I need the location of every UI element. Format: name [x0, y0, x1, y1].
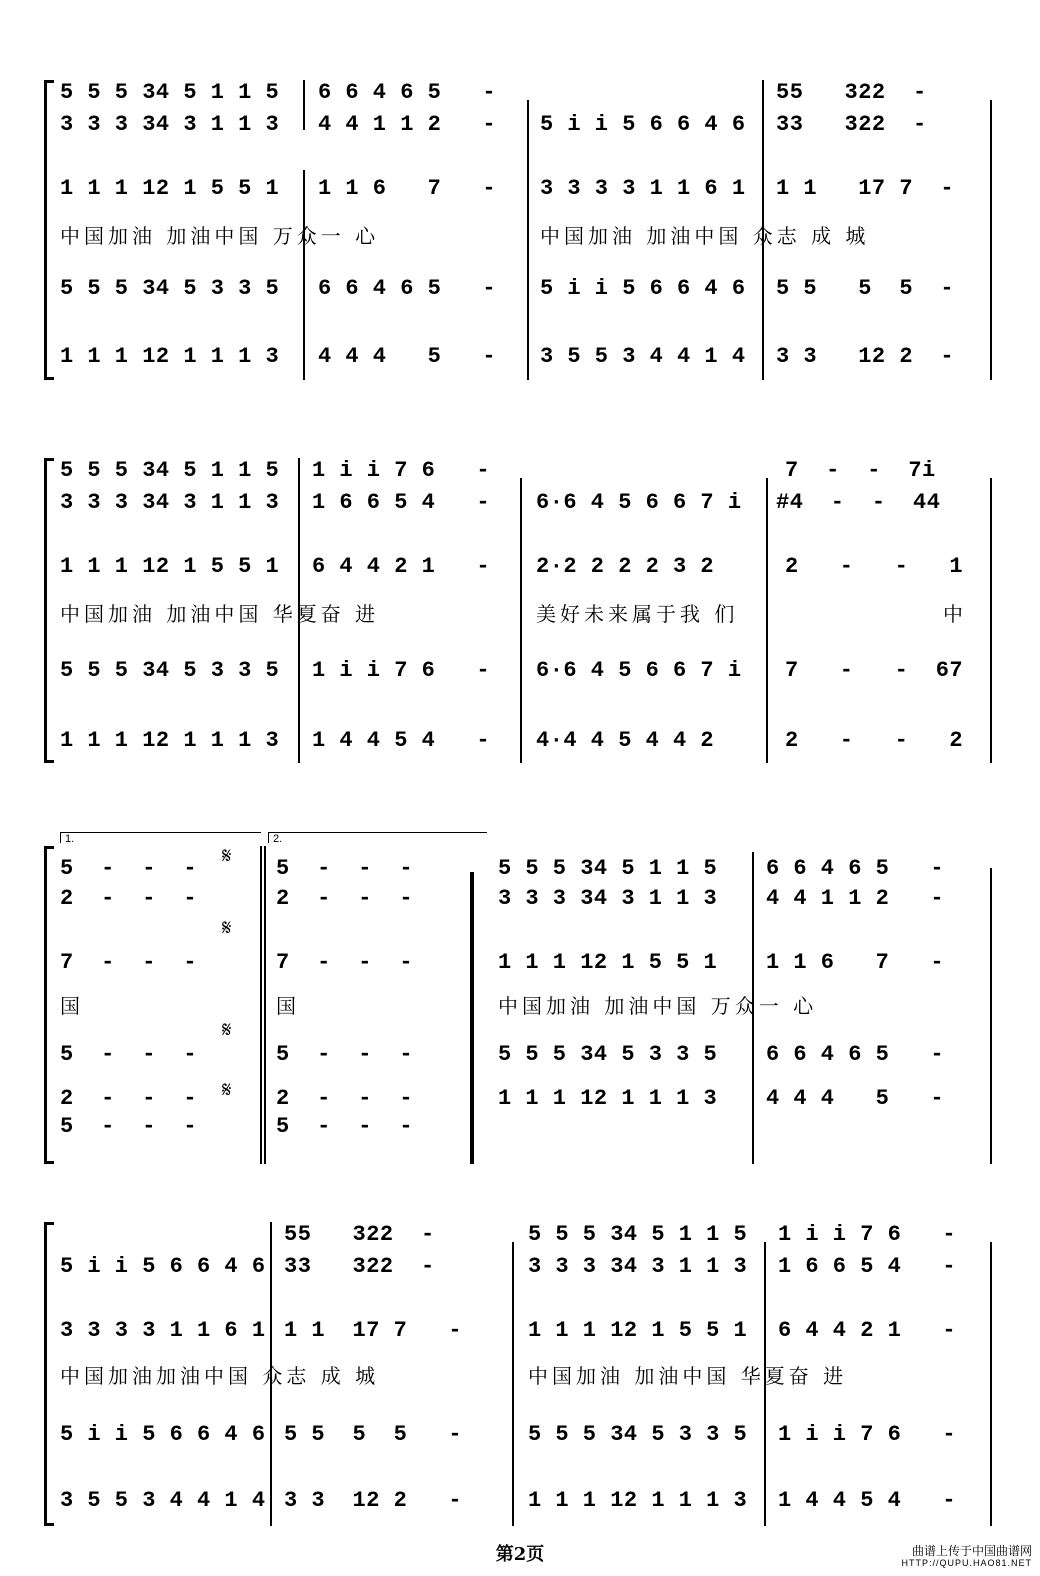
part-row-bass: [0, 344, 1040, 374]
measure: 5 - - -: [276, 1114, 414, 1139]
site-credit: [901, 1545, 1032, 1569]
measure: 7 - - -: [276, 950, 414, 975]
lyric-phrase: 国: [60, 994, 84, 1018]
page-number: 第2页: [495, 1544, 545, 1565]
measure: 6·6 4 5 6 6 7 i: [536, 490, 742, 515]
measure: 1 1 1 12 1 1 1 3: [498, 1086, 718, 1111]
measure: 4·4 4 5 4 4 2: [536, 728, 715, 753]
segno-sign: 𝄋: [222, 1018, 232, 1043]
lyric-phrase: 中国加油 加油中国 众志 成 城: [540, 224, 870, 248]
measure: 2 - - -: [60, 1086, 198, 1111]
measure: #4 - - 44: [776, 490, 941, 515]
segno-sign: 𝄋: [222, 1078, 232, 1103]
measure: 3 3 3 34 3 1 1 3: [60, 112, 280, 137]
measure: 5 5 5 34 5 3 3 5: [60, 658, 280, 683]
measure: 5 5 5 34 5 1 1 5: [498, 856, 718, 881]
measure: 5 - - -: [60, 1042, 198, 1067]
measure: 5 i i 5 6 6 4 6: [540, 276, 746, 301]
measure: 7 - - -: [60, 950, 198, 975]
part-row-soprano-1: [0, 458, 1040, 488]
measure: 4 4 4 5 -: [766, 1086, 945, 1111]
measure: 2 - - -: [276, 1086, 414, 1111]
measure: 1 i i 7 6 -: [778, 1222, 957, 1247]
measure: 5 5 5 34 5 1 1 5: [528, 1222, 748, 1247]
measure: 1 1 1 12 1 1 1 3: [60, 728, 280, 753]
measure: 6·6 4 5 6 6 7 i: [536, 658, 742, 683]
part-row-bass: [0, 728, 1040, 758]
measure: 1 i i 7 6 -: [312, 458, 491, 483]
measure: 33 322 -: [776, 112, 927, 137]
part-row-tenor: [0, 1422, 1040, 1452]
measure: 3 3 3 34 3 1 1 3: [498, 886, 718, 911]
part-row-tenor: [0, 276, 1040, 306]
lyrics-row: [0, 220, 1040, 250]
lyric-phrase: 中: [943, 602, 967, 626]
part-row-tenor: [0, 658, 1040, 688]
lyrics-row: [0, 1360, 1040, 1390]
measure: 5 i i 5 6 6 4 6: [540, 112, 746, 137]
measure: 5 5 5 34 5 1 1 5: [60, 458, 280, 483]
measure: 1 i i 7 6 -: [778, 1422, 957, 1447]
measure: 1 1 1 12 1 1 1 3: [528, 1488, 748, 1513]
measure: 1 6 6 5 4 -: [778, 1254, 957, 1279]
lyrics-row: [0, 598, 1040, 628]
measure: 5 - - -: [276, 1042, 414, 1067]
measure: 3 3 3 3 1 1 6 1: [60, 1318, 266, 1343]
measure: 5 - - -: [276, 856, 414, 881]
part-row-soprano-1: [0, 856, 1040, 886]
measure: 5 5 5 34 5 3 3 5: [528, 1422, 748, 1447]
measure: 1 1 17 7 -: [776, 176, 955, 201]
measure: 7 - - 67: [785, 658, 964, 683]
lyric-phrase: 中国加油加油中国 众志 成 城: [60, 1364, 380, 1388]
measure: 3 3 3 34 3 1 1 3: [528, 1254, 748, 1279]
part-row-alto: [0, 950, 1040, 980]
part-row-soprano-2: [0, 490, 1040, 520]
measure: 5 i i 5 6 6 4 6: [60, 1422, 266, 1447]
measure: 6 4 4 2 1 -: [312, 554, 491, 579]
measure: 3 3 12 2 -: [776, 344, 955, 369]
lyric-phrase: 国: [276, 994, 300, 1018]
measure: 1 6 6 5 4 -: [312, 490, 491, 515]
measure: 1 4 4 5 4 -: [778, 1488, 957, 1513]
part-row-alto: [0, 176, 1040, 206]
measure: 6 4 4 2 1 -: [778, 1318, 957, 1343]
part-row-tenor: [0, 1042, 1040, 1072]
measure: 55 322 -: [776, 80, 927, 105]
measure: 5 5 5 34 5 3 3 5: [498, 1042, 718, 1067]
credit-line: 曲谱上传于中国曲谱网: [911, 1544, 1032, 1558]
measure: 2 - - 1: [785, 554, 964, 579]
volta-bracket-2: 2.: [268, 832, 487, 843]
part-row-soprano-1: [0, 80, 1040, 110]
measure: 6 6 4 6 5 -: [766, 856, 945, 881]
segno-sign: 𝄋: [222, 916, 232, 941]
segno-sign: 𝄋: [222, 844, 232, 869]
measure: 1 1 6 7 -: [766, 950, 945, 975]
measure: 6 6 4 6 5 -: [318, 276, 497, 301]
measure: 1 i i 7 6 -: [312, 658, 491, 683]
measure: 1 1 1 12 1 5 5 1: [60, 176, 280, 201]
measure: 1 1 1 12 1 5 5 1: [60, 554, 280, 579]
measure: 1 1 1 12 1 5 5 1: [498, 950, 718, 975]
measure: 3 5 5 3 4 4 1 4: [540, 344, 746, 369]
measure: 2·2 2 2 2 3 2: [536, 554, 715, 579]
volta-bracket-1: 1.: [60, 832, 261, 843]
part-row-soprano-1: [0, 1222, 1040, 1252]
measure: 1 1 6 7 -: [318, 176, 497, 201]
measure: 5 5 5 5 -: [776, 276, 955, 301]
measure: 3 3 3 3 1 1 6 1: [540, 176, 746, 201]
measure: 3 3 3 34 3 1 1 3: [60, 490, 280, 515]
lyric-phrase: 美好未来属于我 们: [536, 602, 739, 626]
measure: 1 1 1 12 1 5 5 1: [528, 1318, 748, 1343]
measure: 4 4 1 1 2 -: [766, 886, 945, 911]
measure: 2 - - -: [276, 886, 414, 911]
measure: 55 322 -: [284, 1222, 435, 1247]
measure: 33 322 -: [284, 1254, 435, 1279]
measure: 5 - - -: [60, 856, 198, 881]
measure: 6 6 4 6 5 -: [318, 80, 497, 105]
part-row-bass-2: [0, 1114, 1040, 1144]
measure: 7 - - 7i: [785, 458, 936, 483]
measure: 4 4 4 5 -: [318, 344, 497, 369]
measure: 5 i i 5 6 6 4 6: [60, 1254, 266, 1279]
lyric-phrase: 中国加油 加油中国 万众一 心: [498, 994, 818, 1018]
part-row-alto: [0, 554, 1040, 584]
part-row-soprano-2: [0, 886, 1040, 916]
measure: 3 3 12 2 -: [284, 1488, 463, 1513]
lyrics-row: [0, 990, 1040, 1020]
part-row-soprano-2: [0, 112, 1040, 142]
measure: 5 5 5 5 -: [284, 1422, 463, 1447]
measure: 5 - - -: [60, 1114, 198, 1139]
measure: 1 1 17 7 -: [284, 1318, 463, 1343]
measure: 3 5 5 3 4 4 1 4: [60, 1488, 266, 1513]
lyric-phrase: 中国加油 加油中国 万众一 心: [60, 224, 380, 248]
part-row-alto: [0, 1318, 1040, 1348]
measure: 5 5 5 34 5 3 3 5: [60, 276, 280, 301]
part-row-bass: [0, 1488, 1040, 1518]
measure: 2 - - 2: [785, 728, 964, 753]
measure: 1 4 4 5 4 -: [312, 728, 491, 753]
lyric-phrase: 中国加油 加油中国 华夏奋 进: [60, 602, 380, 626]
credit-url: HTTP://QUPU.HAO81.NET: [901, 1558, 1032, 1568]
measure: 2 - - -: [60, 886, 198, 911]
measure: 6 6 4 6 5 -: [766, 1042, 945, 1067]
lyric-phrase: 中国加油 加油中国 华夏奋 进: [528, 1364, 848, 1388]
part-row-soprano-2: [0, 1254, 1040, 1284]
measure: 1 1 1 12 1 1 1 3: [60, 344, 280, 369]
measure: 5 5 5 34 5 1 1 5: [60, 80, 280, 105]
part-row-bass-1: [0, 1086, 1040, 1116]
measure: 4 4 1 1 2 -: [318, 112, 497, 137]
